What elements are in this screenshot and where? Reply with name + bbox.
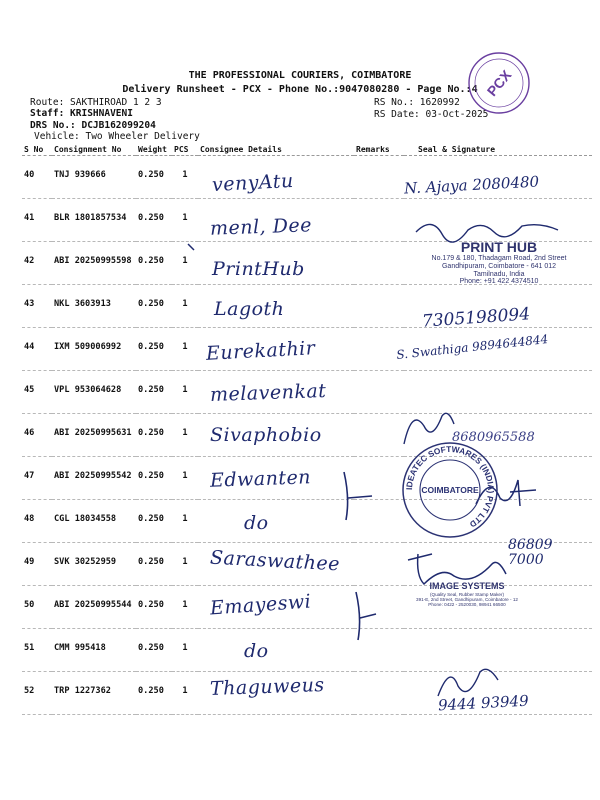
handwritten-name: venyAtu: [211, 169, 295, 197]
cell-sno: 45: [22, 371, 52, 414]
cell-sno: 41: [22, 199, 52, 242]
cell-weight: 0.250: [136, 672, 172, 715]
cell-sno: 40: [22, 156, 52, 199]
signature: 86809 7000: [508, 537, 553, 569]
bracket-mark: [352, 588, 392, 648]
signature: 7305198094: [421, 304, 531, 332]
cell-pcs: 1: [172, 500, 198, 543]
handwritten-name: Thaguweus: [209, 674, 325, 700]
pcx-stamp: [464, 48, 534, 118]
cell-consignment-no: ABI 20250995631: [52, 414, 136, 457]
signature: 8680965588: [452, 430, 535, 445]
col-consignee: Consignee Details: [198, 143, 354, 156]
cell-consignment-no: TNJ 939666: [52, 156, 136, 199]
cell-remarks: [354, 414, 404, 457]
cell-weight: 0.250: [136, 543, 172, 586]
staff-name: KRISHNAVENI: [70, 108, 133, 119]
company-title: THE PROFESSIONAL COURIERS, COIMBATORE: [188, 70, 412, 81]
cell-consignment-no: ABI 20250995544: [52, 586, 136, 629]
cell-remarks: [354, 672, 404, 715]
image-systems-line1: (Quality Seal, Rubber Stamp Maker): [429, 591, 505, 597]
signature: S. Swathiga 9894644844: [395, 332, 549, 362]
tick-mark: [186, 238, 202, 254]
handwritten-name: Saraswathee: [209, 546, 341, 576]
printhub-state: Tamilnadu, India: [473, 270, 525, 278]
image-systems-stamp: [408, 582, 526, 607]
cell-pcs: 1: [172, 414, 198, 457]
cell-pcs: 1: [172, 199, 198, 242]
handwritten-name: Edwanten: [209, 466, 312, 492]
cell-consignment-no: SVK 30252959: [52, 543, 136, 586]
cell-pcs: 1: [172, 328, 198, 371]
printhub-name: PRINT HUB: [460, 239, 538, 255]
cell-pcs: 1: [172, 457, 198, 500]
col-seal-signature: Seal & Signature: [404, 143, 592, 156]
signature: N. Ajaya 2080480: [403, 172, 540, 198]
cell-weight: 0.250: [136, 500, 172, 543]
handwritten-name: PrintHub: [212, 258, 305, 280]
cell-sno: 50: [22, 586, 52, 629]
cell-pcs: 1: [172, 371, 198, 414]
cell-sno: 47: [22, 457, 52, 500]
cell-sno: 44: [22, 328, 52, 371]
printhub-phone: Phone: +91 422 4374510: [459, 278, 539, 286]
cell-sno: 52: [22, 672, 52, 715]
cell-weight: 0.250: [136, 629, 172, 672]
cell-remarks: [354, 285, 404, 328]
pcx-stamp-text: PCX: [483, 66, 515, 100]
vehicle-label: Vehicle: Two Wheeler Delivery: [34, 131, 200, 142]
cell-consignee: [198, 629, 354, 672]
cell-remarks: [354, 543, 404, 586]
signature: 9444 93949: [437, 691, 530, 715]
rs-date: RS Date: 03-Oct-2025: [374, 109, 489, 120]
cell-sno: 51: [22, 629, 52, 672]
cell-weight: 0.250: [136, 242, 172, 285]
cell-sno: 42: [22, 242, 52, 285]
cell-consignment-no: ABI 20250995542: [52, 457, 136, 500]
table-header-row: [22, 143, 592, 156]
cell-weight: 0.250: [136, 457, 172, 500]
cell-weight: 0.250: [136, 328, 172, 371]
cell-consignment-no: CGL 18034558: [52, 500, 136, 543]
cell-weight: 0.250: [136, 285, 172, 328]
cell-consignment-no: BLR 1801857534: [52, 199, 136, 242]
staff-label: [30, 108, 133, 119]
staff-prefix: Staff:: [30, 108, 71, 119]
cell-sno: 46: [22, 414, 52, 457]
ideatec-ring-text: IDEATEC SOFTWARES (INDIA) PVT LTD: [403, 443, 497, 530]
col-weight: Weight: [136, 143, 172, 156]
ideatec-seal: [400, 440, 500, 540]
handwritten-name: Emayeswi: [209, 590, 312, 620]
handwritten-name: melavenkat: [209, 379, 327, 407]
col-sno: S No: [22, 143, 52, 156]
cell-consignment-no: VPL 953064628: [52, 371, 136, 414]
ideatec-center: COIMBATORE: [421, 485, 479, 495]
cell-weight: 0.250: [136, 371, 172, 414]
handwritten-name: Lagoth: [214, 298, 285, 320]
cell-remarks: [354, 156, 404, 199]
cell-remarks: [354, 242, 404, 285]
printhub-stamp: [414, 240, 584, 286]
cell-remarks: [354, 371, 404, 414]
cell-consignment-no: CMM 995418: [52, 629, 136, 672]
handwritten-name: Sivaphobio: [210, 424, 322, 446]
col-consignment: Consignment No: [52, 143, 136, 156]
cell-weight: 0.250: [136, 414, 172, 457]
cell-weight: 0.250: [136, 586, 172, 629]
cell-consignment-no: IXM 509006992: [52, 328, 136, 371]
cell-consignment-no: ABI 20250995598: [52, 242, 136, 285]
handwritten-name: Eurekathir: [205, 337, 316, 365]
cell-pcs: 1: [172, 586, 198, 629]
image-systems-line2: 391-E, 2nd Street, Gandhipuram, Coimbatore - 12: [416, 596, 518, 602]
cell-remarks: [354, 199, 404, 242]
image-systems-name: IMAGE SYSTEMS: [429, 581, 505, 591]
drs-number: DRS No.: DCJB162099204: [30, 120, 156, 131]
cell-sno: 48: [22, 500, 52, 543]
rs-number: RS No.: 1620992: [374, 97, 460, 108]
printhub-area: Gandhipuram, Coimbatore - 641 012: [441, 263, 556, 271]
bracket-mark: [340, 468, 380, 528]
cell-consignment-no: TRP 1227362: [52, 672, 136, 715]
col-pcs: PCS: [172, 143, 198, 156]
cell-weight: 0.250: [136, 156, 172, 199]
image-systems-phone: Phone: 0422 - 2520030, 98941 66500: [428, 601, 506, 607]
cell-sno: 43: [22, 285, 52, 328]
cell-pcs: 1: [172, 672, 198, 715]
cell-pcs: 1: [172, 629, 198, 672]
cell-pcs: 1: [172, 156, 198, 199]
cell-consignment-no: NKL 3603913: [52, 285, 136, 328]
printhub-address: No.179 & 180, Thadagam Road, 2nd Street: [431, 255, 567, 263]
handwritten-name: menl, Dee: [209, 214, 313, 240]
runsheet-subtitle: Delivery Runsheet - PCX - Phone No.:9047080280 - Page No.:4: [122, 84, 478, 95]
route-label: Route: SAKTHIROAD 1 2 3: [30, 97, 162, 108]
handwritten-name: do: [244, 640, 269, 662]
col-remarks: Remarks: [354, 143, 404, 156]
cell-pcs: 1: [172, 242, 198, 285]
handwritten-name: do: [244, 512, 269, 534]
cell-sno: 49: [22, 543, 52, 586]
cell-pcs: 1: [172, 543, 198, 586]
cell-weight: 0.250: [136, 199, 172, 242]
cell-consignee: [198, 500, 354, 543]
cell-pcs: 1: [172, 285, 198, 328]
